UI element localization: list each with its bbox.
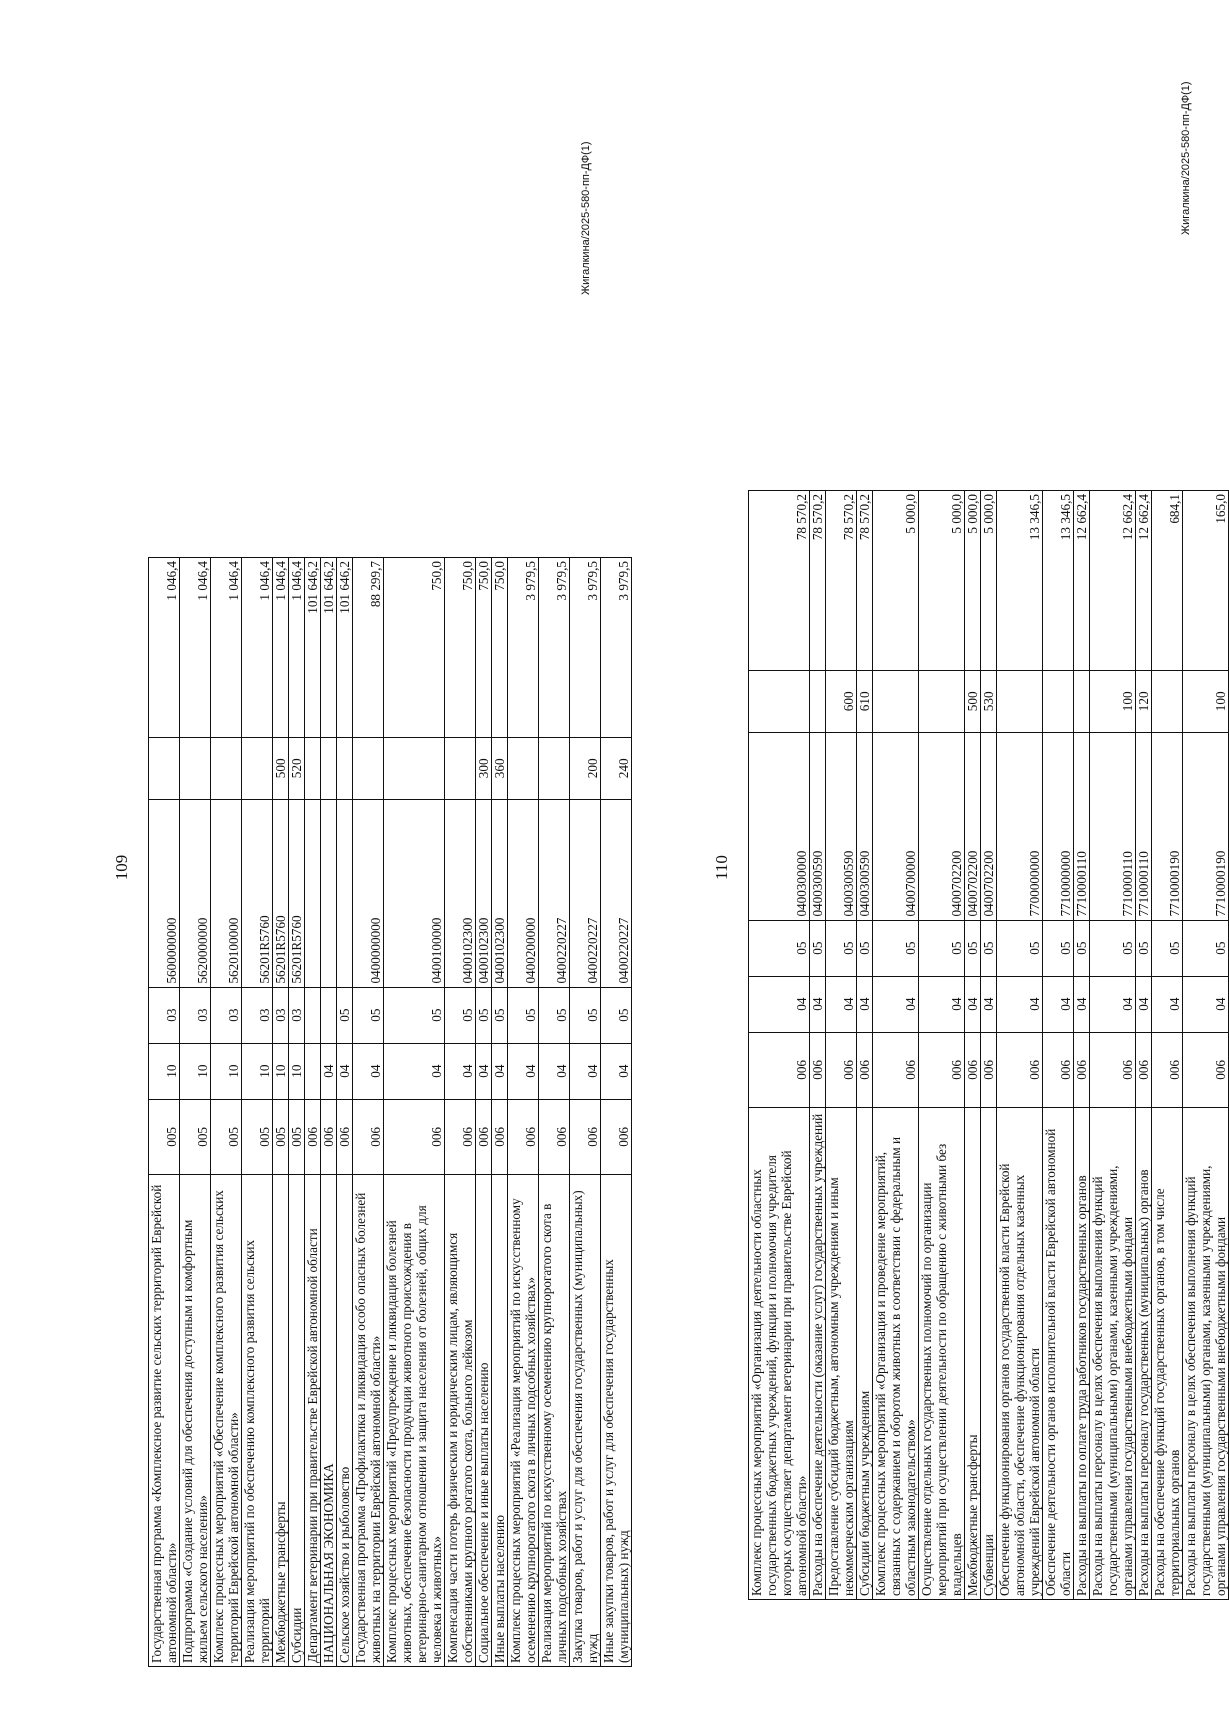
subsection-code: 05 [384,987,445,1043]
row-name: Межбюджетные трансферты [965,1108,981,1600]
subsection-code: 05 [1152,920,1183,976]
table-row [826,491,857,1600]
target-article-code: 0400300590 [826,733,857,921]
admin-code: 006 [810,1032,826,1107]
amount: 1 046,4 [289,558,305,738]
row-name: Расходы на выплаты персоналу государственных (муниципальных) органов [1136,1108,1152,1600]
section-code: 04 [919,976,965,1032]
table-row [749,491,810,1600]
section-code: 04 [1074,976,1090,1032]
row-name: Межбюджетные трансферты [273,1175,289,1667]
amount: 3 979,5 [539,558,570,738]
row-name: Комплекс процессных мероприятий «Организация деятельности областных государственных бюджетных учреждений, функции и полномочия учредителя которых осуществляет департамент ветеринарии при правительстве Еврейской автономной области» [749,1108,810,1600]
target-article-code: 5620000000 [180,800,211,988]
table-row [180,558,211,1667]
table-row [353,558,384,1667]
target-article-code: 7710000190 [1152,733,1183,921]
expense-type-code [508,737,539,800]
expense-type-code: 360 [492,737,508,800]
expense-type-code [1074,670,1090,733]
subsection-code: 03 [180,987,211,1043]
expense-type-code [149,737,180,800]
table-row [1152,491,1183,1600]
section-code: 04 [539,1043,570,1099]
row-name: Социальное обеспечение и иные выплаты населению [476,1175,492,1667]
table-row [289,558,305,1667]
section-code: 04 [492,1043,508,1099]
table-row [1043,491,1074,1600]
amount: 78 570,2 [810,491,826,671]
amount: 12 662,4 [1136,491,1152,671]
amount: 684,1 [1152,491,1183,671]
section-code: 04 [445,1043,476,1099]
document-code: Жигалкина/2025-580-пп-ДФ(1) [580,141,592,295]
amount: 1 046,4 [242,558,273,738]
row-name: Реализация мероприятий по обеспечению комплексного развития сельских территорий [242,1175,273,1667]
admin-code: 005 [149,1099,180,1174]
amount: 750,0 [384,558,445,738]
row-name: Компенсация части потерь физическим и юридическим лицам, являющимся собственниками крупного рогатого скота, больного лейкозом [445,1175,476,1667]
subsection-code: 05 [601,987,632,1043]
table-row [305,558,321,1667]
expense-type-code [242,737,273,800]
admin-code: 006 [384,1099,445,1174]
subsection-code: 05 [826,920,857,976]
expense-type-code [919,670,965,733]
expense-type-code: 520 [289,737,305,800]
amount: 165,0 [1183,491,1229,671]
amount: 750,0 [445,558,476,738]
row-name: НАЦИОНАЛЬНАЯ ЭКОНОМИКА [321,1175,337,1667]
row-name: Департамент ветеринарии при правительстве Еврейской автономной области [305,1175,321,1667]
admin-code: 006 [321,1099,337,1174]
budget-table [748,490,1229,1600]
section-code: 04 [1136,976,1152,1032]
admin-code: 006 [337,1099,353,1174]
amount: 88 299,7 [353,558,384,738]
admin-code: 006 [601,1099,632,1174]
section-code: 10 [211,1043,242,1099]
table-row [919,491,965,1600]
section-code: 10 [242,1043,273,1099]
row-name: Расходы на обеспечение функций государственных органов, в том числе территориальных органов [1152,1108,1183,1600]
target-article-code: 7700000000 [997,733,1043,921]
row-name: Расходы на обеспечение деятельности (оказание услуг) государственных учреждений [810,1108,826,1600]
expense-type-code: 120 [1136,670,1152,733]
section-code: 10 [273,1043,289,1099]
table-row [873,491,919,1600]
admin-code: 006 [508,1099,539,1174]
target-article-code: 0400200000 [508,800,539,988]
amount: 3 979,5 [508,558,539,738]
section-code: 04 [1152,976,1183,1032]
section-code: 04 [965,976,981,1032]
expense-type-code: 100 [1090,670,1136,733]
row-name: Расходы на выплаты персоналу в целях обеспечения выполнения функций государственными (муниципальными) органами, казенными учреждениями, органами управления государственными внебюджетными фондами [1183,1108,1229,1600]
table-row [337,558,353,1667]
subsection-code: 05 [508,987,539,1043]
admin-code: 005 [242,1099,273,1174]
table-row [211,558,242,1667]
target-article-code: 7710000110 [1090,733,1136,921]
table-row [508,558,539,1667]
admin-code: 006 [445,1099,476,1174]
admin-code: 006 [476,1099,492,1174]
table-row [857,491,873,1600]
target-article-code: 0400220227 [570,800,601,988]
target-article-code: 0400102300 [445,800,476,988]
table-row [810,491,826,1600]
row-name: Субвенции [981,1108,997,1600]
subsection-code: 03 [289,987,305,1043]
table-row [149,558,180,1667]
admin-code: 006 [965,1032,981,1107]
table-row [539,558,570,1667]
admin-code: 006 [919,1032,965,1107]
table-row [492,558,508,1667]
amount: 13 346,5 [997,491,1043,671]
section-code: 04 [570,1043,601,1099]
amount: 3 979,5 [601,558,632,738]
admin-code: 006 [826,1032,857,1107]
row-name: Комплекс процессных мероприятий «Обеспечение комплексного развития сельских территорий Еврейской автономной области» [211,1175,242,1667]
table-row [384,558,445,1667]
subsection-code: 05 [445,987,476,1043]
page-110 [600,0,1228,1735]
section-code: 04 [873,976,919,1032]
expense-type-code: 200 [570,737,601,800]
admin-code: 006 [570,1099,601,1174]
amount: 5 000,0 [965,491,981,671]
target-article-code: 56201R5760 [242,800,273,988]
subsection-code: 05 [965,920,981,976]
table-row [1183,491,1229,1600]
section-code: 04 [353,1043,384,1099]
subsection-code: 05 [749,920,810,976]
table-row [1074,491,1090,1600]
section-code: 04 [321,1043,337,1099]
row-name: Комплекс процессных мероприятий «Предупреждение и ликвидация болезней животных, обеспечение безопасности продукции животного происхождения в ветеринарно-санитарном отношении и защита населения от болезней, общих для человека и животных» [384,1175,445,1667]
amount: 101 646,2 [337,558,353,738]
expense-type-code [997,670,1043,733]
subsection-code: 03 [242,987,273,1043]
expense-type-code [1152,670,1183,733]
section-code: 04 [981,976,997,1032]
target-article-code: 0400220227 [539,800,570,988]
target-article-code: 7710000110 [1136,733,1152,921]
table-row [321,558,337,1667]
target-article-code: 0400220227 [601,800,632,988]
target-article-code: 0400702200 [919,733,965,921]
subsection-code: 05 [857,920,873,976]
subsection-code: 03 [149,987,180,1043]
amount: 1 046,4 [273,558,289,738]
expense-type-code [749,670,810,733]
section-code: 10 [289,1043,305,1099]
subsection-code: 05 [353,987,384,1043]
subsection-code: 03 [211,987,242,1043]
admin-code: 006 [1074,1032,1090,1107]
amount: 750,0 [492,558,508,738]
subsection-code: 05 [873,920,919,976]
table-row [242,558,273,1667]
subsection-code: 05 [1183,920,1229,976]
target-article-code: 7710000000 [1043,733,1074,921]
section-code: 04 [476,1043,492,1099]
admin-code: 006 [981,1032,997,1107]
row-name: Комплекс процессных мероприятий «Организация и проведение мероприятий, связанных с содержанием и оборотом животных в соответствии с федеральным и областным законодательством» [873,1108,919,1600]
row-name: Расходы на выплаты персоналу в целях обеспечения выполнения функций государственными (муниципальными) органами, казенными учреждениями, органами управления государственными внебюджетными фондами [1090,1108,1136,1600]
amount: 13 346,5 [1043,491,1074,671]
subsection-code: 05 [539,987,570,1043]
target-article-code: 5620100000 [211,800,242,988]
target-article-code: 0400300590 [810,733,826,921]
section-code: 04 [601,1043,632,1099]
table-row [997,491,1043,1600]
admin-code: 005 [289,1099,305,1174]
row-name: Сельское хозяйство и рыболовство [337,1175,353,1667]
budget-table [148,557,632,1667]
target-article-code: 56201R5760 [273,800,289,988]
section-code: 04 [826,976,857,1032]
admin-code: 006 [1183,1032,1229,1107]
target-article-code [337,800,353,988]
section-code: 04 [384,1043,445,1099]
target-article-code: 7710000190 [1183,733,1229,921]
expense-type-code [810,670,826,733]
subsection-code: 05 [919,920,965,976]
subsection-code: 05 [1074,920,1090,976]
admin-code: 006 [1136,1032,1152,1107]
target-article-code [305,800,321,988]
target-article-code: 0400702200 [965,733,981,921]
subsection-code: 05 [492,987,508,1043]
page-number: 109 [112,854,131,881]
expense-type-code: 500 [273,737,289,800]
admin-code: 006 [857,1032,873,1107]
section-code: 04 [1043,976,1074,1032]
subsection-code: 05 [337,987,353,1043]
row-name: Закупка товаров, работ и услуг для обеспечения государственных (муниципальных) нужд [570,1175,601,1667]
section-code [305,1043,321,1099]
target-article-code: 5600000000 [149,800,180,988]
amount: 78 570,2 [857,491,873,671]
target-article-code: 7710000110 [1074,733,1090,921]
amount: 78 570,2 [826,491,857,671]
expense-type-code [321,737,337,800]
expense-type-code [1043,670,1074,733]
section-code: 04 [1183,976,1229,1032]
row-name: Государственная программа «Комплексное развитие сельских территорий Еврейской автономной области» [149,1175,180,1667]
subsection-code [305,987,321,1043]
subsection-code: 05 [981,920,997,976]
admin-code: 006 [997,1032,1043,1107]
page-number: 110 [712,855,731,880]
table-row [1136,491,1152,1600]
amount: 5 000,0 [873,491,919,671]
amount: 101 646,2 [305,558,321,738]
section-code: 04 [749,976,810,1032]
row-name: Комплекс процессных мероприятий «Реализация мероприятий по искусственному осеменению крупнорогатого скота в личных подсобных хозяйствах» [508,1175,539,1667]
admin-code: 006 [873,1032,919,1107]
table-row [273,558,289,1667]
row-name: Обеспечение деятельности органов исполнительной власти Еврейской автономной области [1043,1108,1074,1600]
row-name: Государственная программа «Профилактика и ликвидация особо опасных болезней животных на территории Еврейской автономной области» [353,1175,384,1667]
admin-code: 006 [353,1099,384,1174]
subsection-code: 05 [1090,920,1136,976]
expense-type-code [384,737,445,800]
admin-code: 006 [492,1099,508,1174]
table-row [965,491,981,1600]
amount: 78 570,2 [749,491,810,671]
target-article-code: 0400300000 [749,733,810,921]
admin-code: 006 [1043,1032,1074,1107]
target-article-code: 0400300590 [857,733,873,921]
row-name: Субсидии [289,1175,305,1667]
expense-type-code [353,737,384,800]
admin-code: 005 [180,1099,211,1174]
row-name: Иные выплаты населению [492,1175,508,1667]
table-row [981,491,997,1600]
expense-type-code: 100 [1183,670,1229,733]
admin-code: 006 [1152,1032,1183,1107]
admin-code: 005 [211,1099,242,1174]
expense-type-code [873,670,919,733]
amount: 12 662,4 [1090,491,1136,671]
amount: 1 046,4 [211,558,242,738]
admin-code: 006 [305,1099,321,1174]
row-name: Подпрограмма «Создание условий для обеспечения доступным и комфортным жильем сельского населения» [180,1175,211,1667]
admin-code: 005 [273,1099,289,1174]
section-code: 10 [149,1043,180,1099]
target-article-code: 56201R5760 [289,800,305,988]
expense-type-code: 240 [601,737,632,800]
target-article-code: 0400102300 [492,800,508,988]
section-code: 04 [857,976,873,1032]
section-code: 04 [1090,976,1136,1032]
amount: 12 662,4 [1074,491,1090,671]
subsection-code: 05 [1043,920,1074,976]
subsection-code: 03 [273,987,289,1043]
subsection-code [321,987,337,1043]
table-row [1090,491,1136,1600]
expense-type-code: 600 [826,670,857,733]
expense-type-code [180,737,211,800]
admin-code: 006 [1090,1032,1136,1107]
subsection-code: 05 [476,987,492,1043]
section-code: 04 [508,1043,539,1099]
section-code: 04 [997,976,1043,1032]
target-article-code: 0400700000 [873,733,919,921]
row-name: Предоставление субсидий бюджетным, автономным учреждениям и иным некоммерческим организациям [826,1108,857,1600]
expense-type-code [305,737,321,800]
expense-type-code: 500 [965,670,981,733]
amount: 5 000,0 [981,491,997,671]
subsection-code: 05 [997,920,1043,976]
subsection-code: 05 [570,987,601,1043]
row-name: Реализация мероприятий по искусственному осеменению крупнорогатого скота в личных подсобных хозяйствах [539,1175,570,1667]
expense-type-code: 530 [981,670,997,733]
admin-code: 006 [539,1099,570,1174]
expense-type-code: 300 [476,737,492,800]
row-name: Субсидии бюджетным учреждениям [857,1108,873,1600]
expense-type-code [337,737,353,800]
expense-type-code: 610 [857,670,873,733]
section-code: 10 [180,1043,211,1099]
subsection-code: 05 [810,920,826,976]
section-code: 04 [337,1043,353,1099]
document-code: Жигалкина/2025-580-пп-ДФ(1) [1180,81,1192,235]
table-row [570,558,601,1667]
amount: 3 979,5 [570,558,601,738]
expense-type-code [445,737,476,800]
row-name: Иные закупки товаров, работ и услуг для обеспечения государственных (муниципальных) нужд [601,1175,632,1667]
expense-type-code [539,737,570,800]
expense-type-code [211,737,242,800]
amount: 1 046,4 [149,558,180,738]
target-article-code: 0400702200 [981,733,997,921]
target-article-code: 0400000000 [353,800,384,988]
target-article-code: 0400100000 [384,800,445,988]
subsection-code: 05 [1136,920,1152,976]
amount: 5 000,0 [919,491,965,671]
target-article-code: 0400102300 [476,800,492,988]
amount: 1 046,4 [180,558,211,738]
amount: 750,0 [476,558,492,738]
row-name: Расходы на выплаты по оплате труда работников государственных органов [1074,1108,1090,1600]
section-code: 04 [810,976,826,1032]
row-name: Осуществление отдельных государственных полномочий по организации мероприятий при осуществлении деятельности по обращению с животными без владельцев [919,1108,965,1600]
table-row [476,558,492,1667]
amount: 101 646,2 [321,558,337,738]
target-article-code [321,800,337,988]
table-row [445,558,476,1667]
row-name: Обеспечение функционирования органов государственной власти Еврейской автономной области, обеспечение функционирования отдельных казенных учреждений Еврейской автономной области [997,1108,1043,1600]
admin-code: 006 [749,1032,810,1107]
